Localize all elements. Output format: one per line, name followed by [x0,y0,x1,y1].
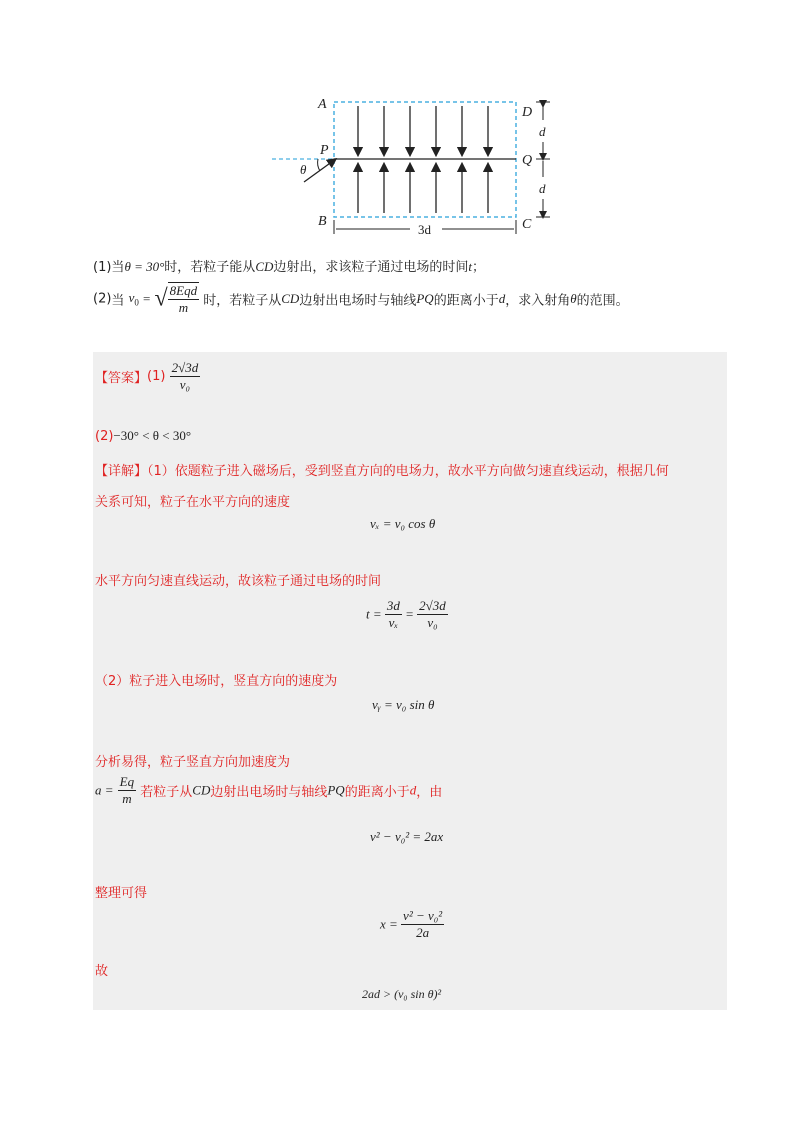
equation-final: 2ad > (v₀ sin θ)² [362,987,442,1001]
condition-line: a = $\frac{Eq}{m}$ 若粒子从CD边射出电场时与轴线PQ的距离小于d，由 [95,774,443,806]
v0-symbol: $v_0$ [128,290,139,308]
text-acceleration: 分析易得，粒子竖直方向加速度为 [95,755,291,770]
label-width: 3d [418,222,431,237]
label-a: A [318,97,327,112]
detail-line-2: 关系可知，粒子在水平方向的速度 [95,495,291,510]
electric-field-diagram [260,92,560,242]
text-so: 故 [95,964,109,979]
label-b: B [318,214,327,229]
label-theta: θ [300,162,307,177]
question-1: (1)当θ = 30°时，若粒子能从CD边射出，求该粒子通过电场的时间t； [93,259,486,275]
dimension-right [536,102,550,217]
answer-1: 【答案】(1) $\frac{2√3d}{\text{v₀}}$ [95,360,199,392]
equation-vx: vₓ = v₀ cos θ [370,516,436,531]
question-2: (2)当 $v_0$ = √ $\frac{\text{8Eqd}}{m}$ 时，若粒子从CD边射出电场时与轴线PQ的距离小于d，求入射角θ的范围。 [93,283,629,315]
part-2-intro: （2）粒子进入电场时，竖直方向的速度为 [95,674,338,689]
field-arrows-bottom [358,167,488,213]
equation-kinematics: v² − v₀² = 2ax [370,829,444,844]
field-arrows-top [358,106,488,152]
label-d-top: d [539,124,546,139]
text-time: 水平方向匀速直线运动，故该粒子通过电场的时间 [95,574,382,589]
text-arrange: 整理可得 [95,886,148,901]
equation-t: t = $\frac{3d}{\text{vₓ}}$ = $\frac{2√3d}{\text{v₀}}$ [366,598,446,630]
equation-vy: vᵧ = v₀ sin θ [372,697,435,712]
sqrt-expression: √ $\frac{\text{8Eqd}}{m}$ [154,283,198,315]
equation-x: x = $\frac{\text{v² − v₀²}}{2a}$ [380,908,443,940]
incident-ray [304,161,333,182]
label-q: Q [522,153,533,168]
label-d-bottom: d [539,181,546,196]
detail-line-1: 【详解】（1）依题粒子进入磁场后，受到竖直方向的电场力，故水平方向做匀速直线运动，根据几何 [95,464,669,479]
answer-1-fraction: $\frac{2√3d}{\text{v₀}}$ [171,360,199,392]
label-c: C [522,217,532,232]
label-d: D [522,105,533,120]
label-p: P [320,143,329,158]
theta-arc [318,159,320,171]
answer-2: (2)−30° < θ < 30° [95,428,192,444]
